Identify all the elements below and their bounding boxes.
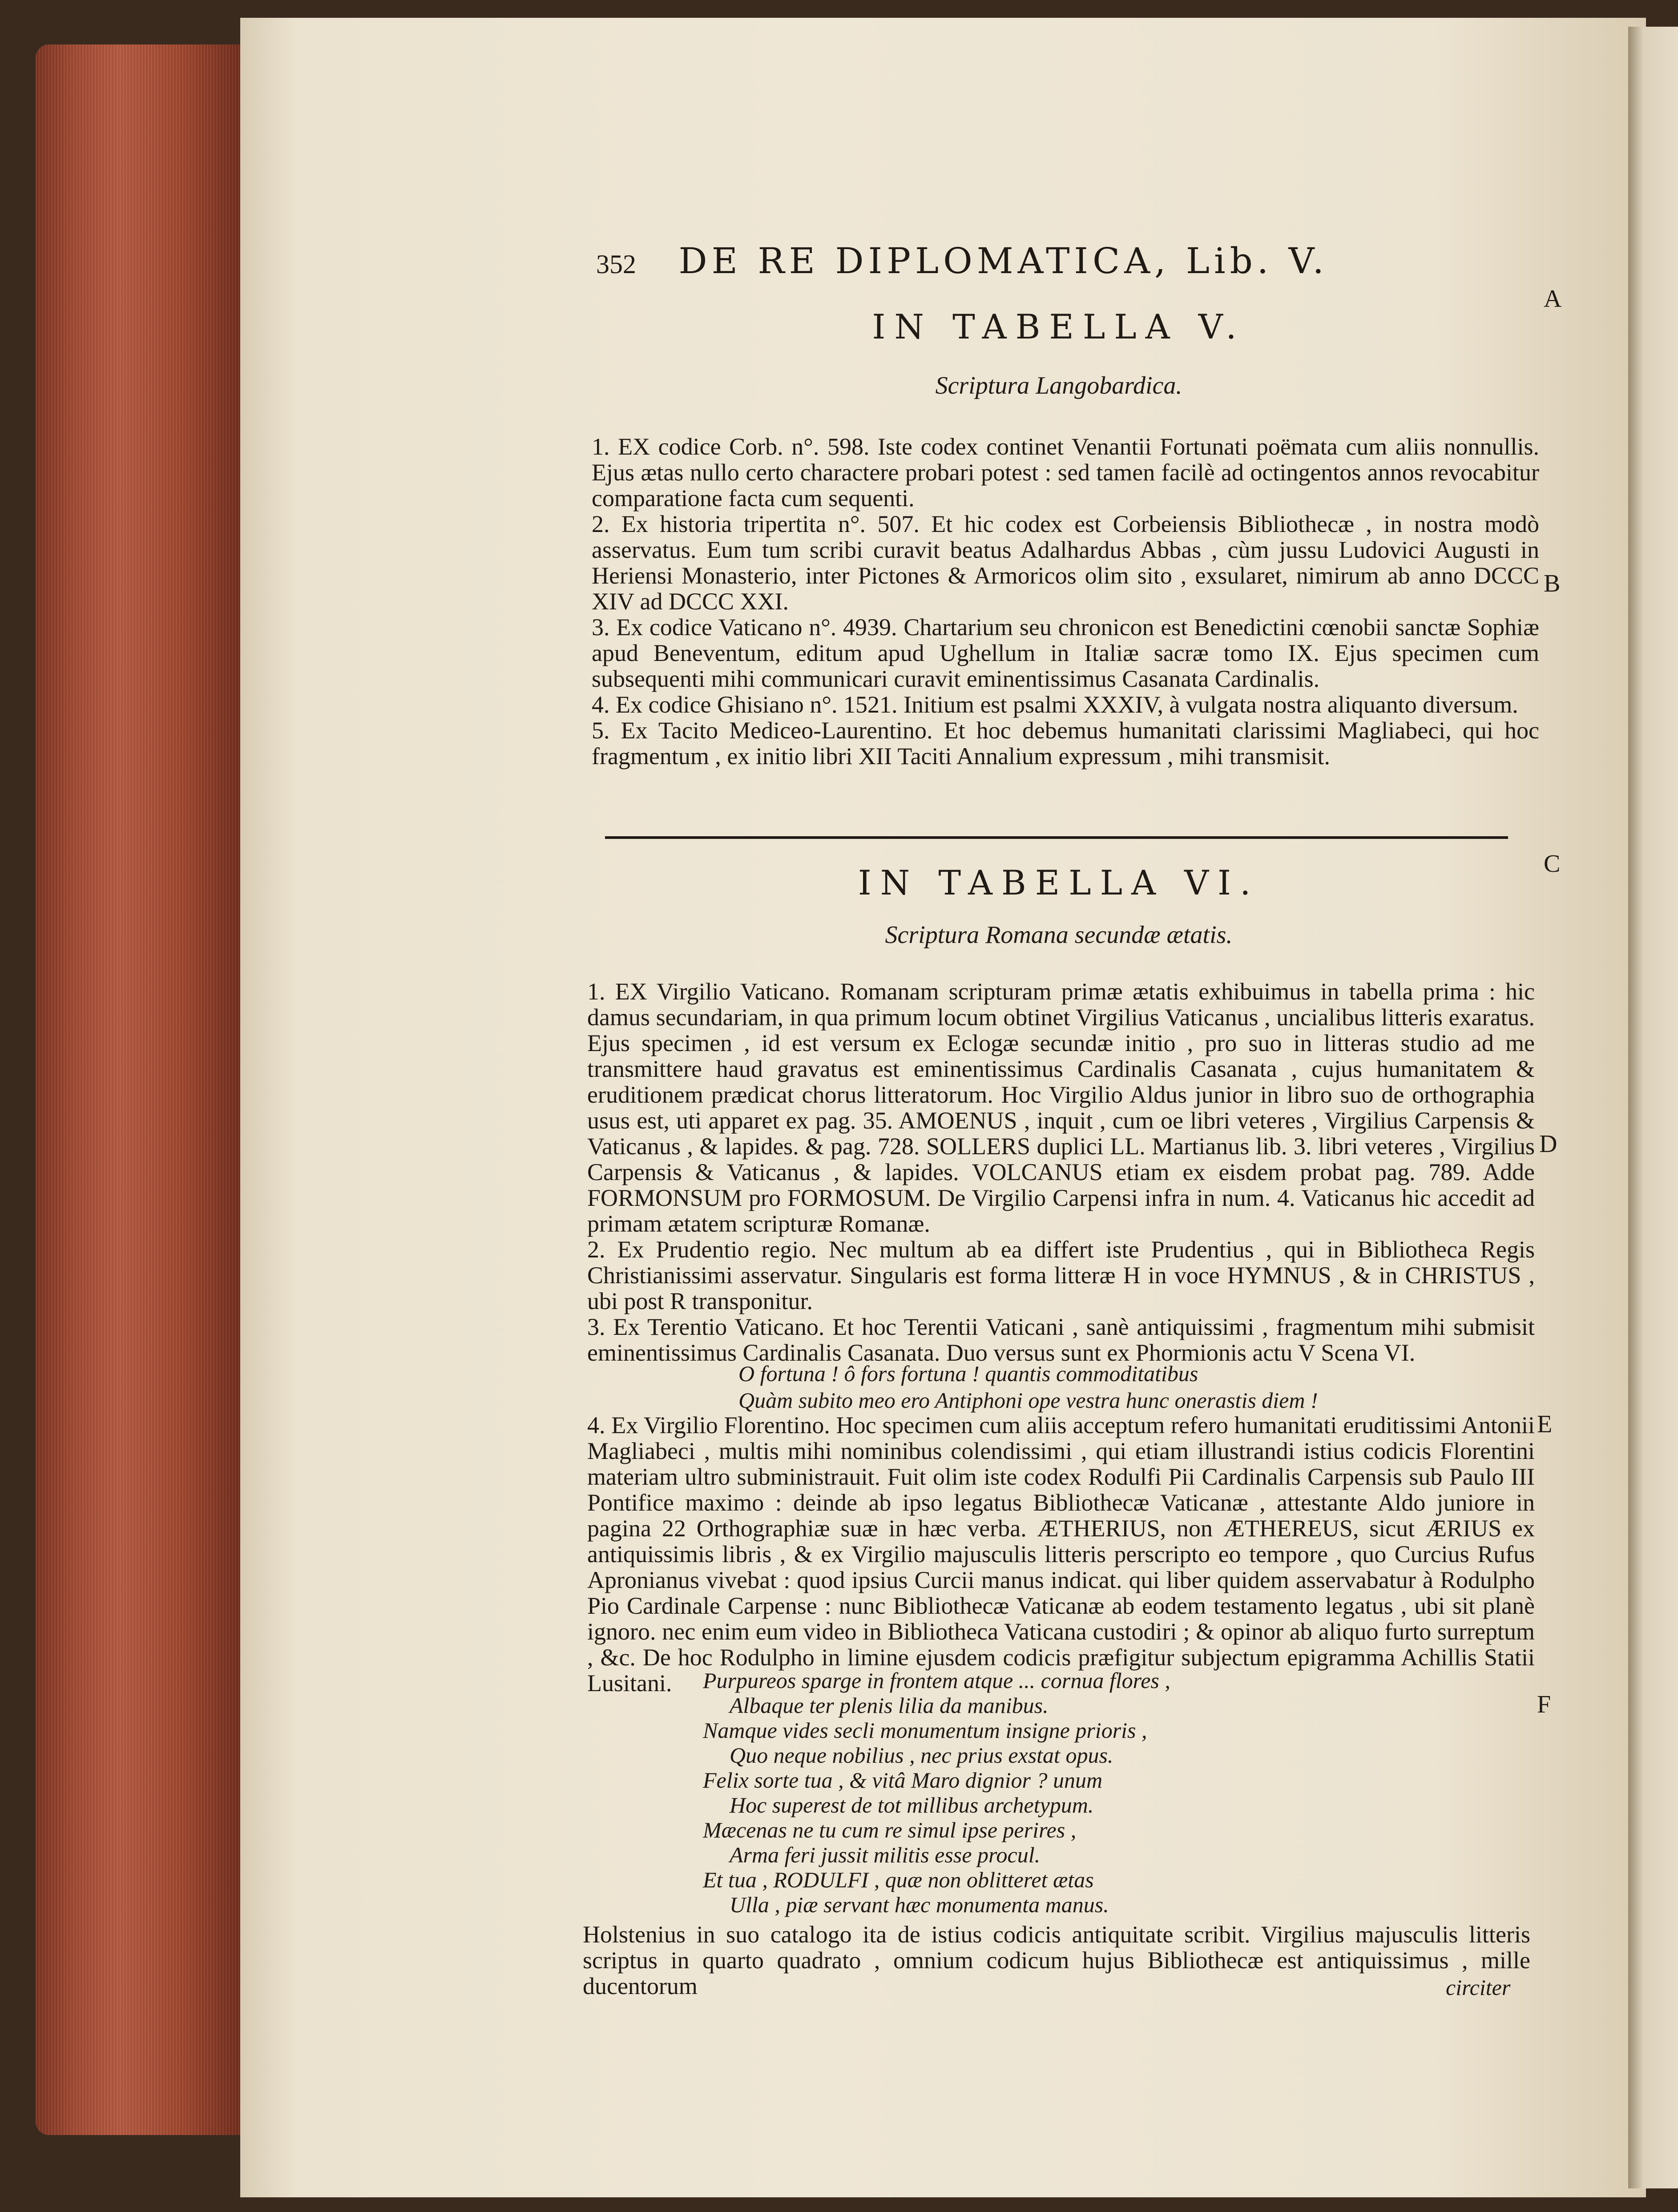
facing-page-edge (1628, 27, 1678, 2188)
margin-letter-a: A (1544, 285, 1562, 313)
epigram-verse-7: Mæcenas ne tu cum re simul ipse perires , (703, 1817, 1077, 1842)
closing-text: Holstenius in suo catalogo ita de istius codicis antiquitate scribit. Virgilius majusculis litteris scriptus in quarto quadrato , omnium codicum hujus Bibliothecæ est antiquissimus , mille ducentorum (583, 1921, 1530, 1999)
epigram-verse-9: Et tua , RODULFI , quæ non oblitteret ætas (703, 1867, 1094, 1892)
catchword: circiter (1446, 1975, 1511, 2000)
page-number: 352 (596, 250, 636, 279)
epigram-verse-5: Felix sorte tua , & vitâ Maro dignior ? unum (703, 1768, 1103, 1793)
section-subtitle-romana: Scriptura Romana secundæ ætatis. (885, 921, 1233, 949)
entry-3: 3. Ex codice Vaticano n°. 4939. Chartarium seu chronicon est Benedictini cœnobii sanctæ Sophiæ apud Beneventum, editum apud Ughellum in Italiæ sacræ tomo IX. Ejus specimen cum subsequenti mihi communicari curavit eminentissimus Casanata Cardinalis. (592, 614, 1539, 692)
running-header (596, 240, 1530, 282)
epigram-verse-2: Albaque ter plenis lilia da manibus. (730, 1693, 1049, 1718)
section2-body-b (587, 1412, 1535, 1696)
entry-4: 4. Ex codice Ghisiano n°. 1521. Initium est psalmi XXXIV, à vulgata nostra aliquanto diversum. (592, 691, 1518, 718)
page-edges-texture (36, 44, 245, 2135)
epigram-verse-3: Namque vides secli monumentum insigne prioris , (703, 1718, 1147, 1743)
entry-vi-1: 1. EX Virgilio Vaticano. Romanam scripturam primæ ætatis exhibuimus in tabella prima : hic damus secundariam, in qua primum locum obtinet Virgilius Vaticanus , uncialibus litteris exaratus. Ejus specimen , id est versum ex Eclogæ secundæ initio , pro suo in litteras studio ad me transmittere haud gravatus est eminentissimus Cardinalis Casanata , cujus humanitatem & eruditionem prædicat chorus litteratorum. Hoc Virgilio Aldus junior in libro suo de orthographia usus est, uti apparet ex pag. 35. AMOENUS , inquit , cum oe libri veteres , Virgilius Carpensis & Vaticanus , & lapides. & pag. 728. SOLLERS duplici LL. Martianus lib. 3. libri veteres , Virgilius Carpensis & Vaticanus , & lapides. VOLCANUS etiam ex eisdem probat pag. 789. Adde FORMONSUM pro FORMOSUM. De Virgilio Carpensi infra in num. 4. Vaticanus hic accedit ad primam ætatem scripturæ Romanæ. (587, 978, 1535, 1237)
entry-vi-4: 4. Ex Virgilio Florentino. Hoc specimen cum aliis acceptum refero humanitati eruditissimi Antonii Magliabeci , multis mihi nominibus colendissimi , qui etiam illustrandi istius codicis Florentini materiam ultro subministrauit. Fuit olim iste codex Rodulfi Pii Cardinalis Carpensis sub Paulo III Pontifice maximo : deinde ab ipso legatus Bibliothecæ Vaticanæ , attestante Aldo juniore in pagina 22 Orthographiæ suæ in hæc verba. ÆTHERIUS, non ÆTHEREUS, sicut ÆRIUS ex antiquissimis libris , & ex Virgilio majusculis litteris perscripto eo tempore , quo Curcius Rufus Apronianus vivebat : quod ipsius Curcii manus indicat. qui liber quidem asservabatur à Rodulpho Pio Cardinale Carpense : nunc Bibliothecæ Vaticanæ ab eodem testamento legatus , ubi sit planè ignoro. nec enim eum video in Bibliotheca Vaticana custodiri ; & opinor ab aliquo furto surreptum , &c. De hoc Rodulpho in limine ejusdem codicis præfigitur subjectum epigramma Achillis Statii Lusitani. (587, 1412, 1535, 1696)
epigram-verse-6: Hoc superest de tot millibus archetypum. (730, 1793, 1094, 1817)
terence-verse-1: O fortuna ! ô fors fortuna ! quantis commoditatibus (738, 1361, 1198, 1386)
margin-letter-e: E (1537, 1410, 1553, 1438)
section1-body (592, 434, 1539, 769)
entry-5: 5. Ex Tacito Mediceo-Laurentino. Et hoc debemus humanitati clarissimi Magliabeci, qui hoc fragmentum , ex initio libri XII Taciti Annalium expressum , mihi transmisit. (592, 717, 1539, 770)
section-title-tabella-v: IN TABELLA V. (872, 307, 1246, 347)
section-subtitle-langobardica: Scriptura Langobardica. (935, 372, 1182, 399)
section-divider-rule (605, 836, 1508, 839)
running-title: DE RE DIPLOMATICA, Lib. V. (678, 240, 1328, 282)
epigram-verse-8: Arma feri jussit militis esse procul. (730, 1842, 1041, 1867)
entry-2: 2. Ex historia tripertita n°. 507. Et hic codex est Corbeiensis Bibliothecæ , in nostra modò asservatus. Eum tum scribi curavit beatus Adalhardus Abbas , cùm jussu Ludovici Augusti in Heriensi Monasterio, inter Pictones & Armoricos olim sito , exsularet, nimirum ab anno DCCC XIV ad DCCC XXI. (592, 511, 1539, 615)
entry-vi-3: 3. Ex Terentio Vaticano. Et hoc Terentii Vaticani , sanè antiquissimi , fragmentum mihi submisit eminentissimus Cardinalis Casanata. Duo versus sunt ex Phormionis actu V Scena VI. (587, 1314, 1535, 1366)
section2-body-a (587, 979, 1535, 1366)
section-title-tabella-vi: IN TABELLA VI. (858, 863, 1260, 903)
epigram-verse-1: Purpureos sparge in frontem atque ... cornua flores , (703, 1668, 1170, 1693)
epigram-verse-4: Quo neque nobilius , nec prius exstat opus. (730, 1743, 1113, 1768)
margin-letter-b: B (1544, 570, 1561, 597)
margin-letter-d: D (1539, 1130, 1557, 1158)
margin-letter-c: C (1544, 850, 1561, 878)
terence-verse-2: Quàm subito meo ero Antiphoni ope vestra hunc onerastis diem ! (738, 1388, 1318, 1413)
closing-paragraph (583, 1922, 1530, 1999)
entry-1: 1. EX codice Corb. n°. 598. Iste codex continet Venantii Fortunati poëmata cum aliis nonnullis. Ejus ætas nullo certo charactere probari potest : sed tamen facilè ad octingentos annos revocabitur comparatione facta cum sequenti. (592, 433, 1539, 512)
margin-letter-f: F (1537, 1691, 1551, 1718)
entry-vi-2: 2. Ex Prudentio regio. Nec multum ab ea differt iste Prudentius , qui in Bibliotheca Regis Christianissimi asservatur. Singularis est forma litteræ H in voce HYMNUS , & in CHRISTUS , ubi post R transponitur. (587, 1236, 1535, 1314)
epigram-verse-10: Ulla , piæ servant hæc monumenta manus. (730, 1892, 1109, 1917)
